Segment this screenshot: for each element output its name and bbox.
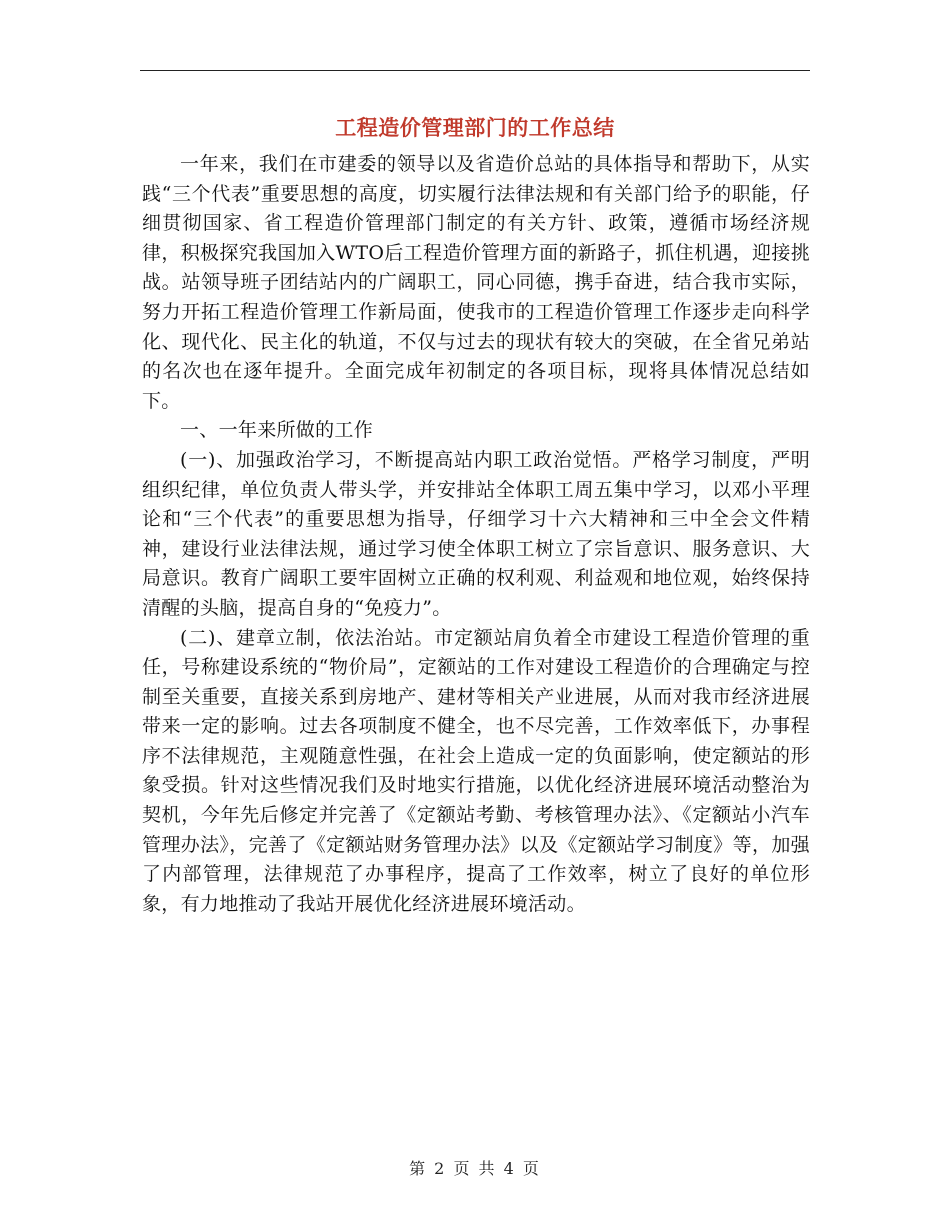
paragraph-regulations: (二)、建章立制，依法治站。市定额站肩负着全市建设工程造价管理的重任，号称建设系统的“物价局”，定额站的工作对建设工程造价的合理确定与控制至关重要，直接关系到房地产、建材等相关产业进展，从而对我市经济进展带来一定的影响。过去各项制度不健全，也不尽完善，工作效率低下，办事程序不法律规范，主观随意性强，在社会上造成一定的负面影响，使定额站的形象受损。针对这些情况我们及时地实行措施，以优化经济进展环境活动整治为契机，今年先后修定并完善了《定额站考勤、考核管理办法》、《定额站小汽车管理办法》，完善了《定额站财务管理办法》以及《定额站学习制度》等，加强了内部管理，法律规范了办事程序，提高了工作效率，树立了良好的单位形象，有力地推动了我站开展优化经济进展环境活动。 bbox=[142, 626, 810, 915]
page-footer: 第 2 页 共 4 页 bbox=[409, 1159, 541, 1178]
header-rule bbox=[140, 70, 810, 71]
section-heading-1: 一、一年来所做的工作 bbox=[180, 419, 374, 442]
document-title: 工程造价管理部门的工作总结 bbox=[335, 116, 615, 140]
paragraph-intro: 一年来，我们在市建委的领导以及省造价总站的具体指导和帮助下，从实践“三个代表”重要思想的高度，切实履行法律法规和有关部门给予的职能，仔细贯彻国家、省工程造价管理部门制定的有关方针、政策，遵循市场经济规律，积极探究我国加入WTO后工程造价管理方面的新路子，抓住机遇，迎接挑战。站领导班子团结站内的广阔职工，同心同德，携手奋进，结合我市实际，努力开拓工程造价管理工作新局面，使我市的工程造价管理工作逐步走向科学化、现代化、民主化的轨道，不仅与过去的现状有较大的突破，在全省兄弟站的名次也在逐年提升。全面完成年初制定的各项目标，现将具体情况总结如下。 bbox=[142, 153, 810, 412]
paragraph-political-study: (一)、加强政治学习，不断提高站内职工政治觉悟。严格学习制度，严明组织纪律，单位负责人带头学，并安排站全体职工周五集中学习，以邓小平理论和“三个代表”的重要思想为指导，仔细学习十六大精神和三中全会文件精神，建设行业法律法规，通过学习使全体职工树立了宗旨意识、服务意识、大局意识。教育广阔职工要牢固树立正确的权利观、利益观和地位观，始终保持清醒的头脑，提高自身的“免疫力”。 bbox=[142, 448, 810, 619]
document-body bbox=[142, 150, 810, 919]
